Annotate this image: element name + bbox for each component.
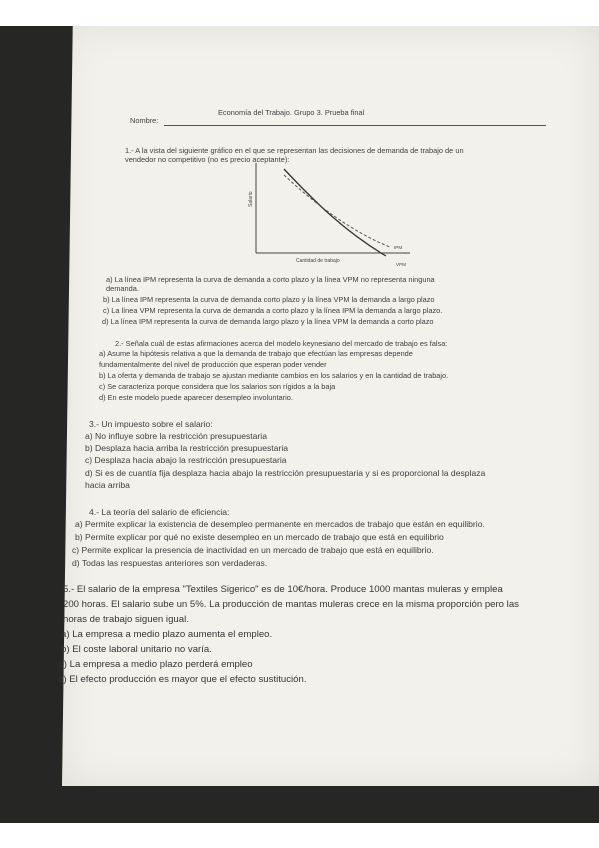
exam-sheet — [62, 26, 599, 786]
exam-title: Economía del Trabajo. Grupo 3. Prueba final — [218, 108, 365, 117]
q1-option-c: c) La línea VPM representa la curva de demanda a corto plazo y la línea IPM la demanda a largo plazo. — [103, 306, 443, 315]
q2-option-d: d) En este modelo puede aparecer desempleo involuntario. — [99, 393, 293, 402]
q3-option-c: c) Desplaza hacia abajo la restricción presupuestaria — [85, 455, 287, 465]
chart-xlabel: Cantidad de trabajo — [296, 258, 340, 264]
q4-option-b: b) Permite explicar por qué no existe desempleo en un mercado de trabajo que está en equilibrio — [75, 532, 444, 542]
q5-option-c: c) La empresa a medio plazo perderá empleo — [59, 659, 253, 670]
q1-stem-line-2: vendedor no competitivo (no es precio aceptante): — [125, 155, 290, 164]
q4-option-c: c) Permite explicar la presencia de inactividad en un mercado de trabajo que está en equilibrio. — [72, 545, 434, 555]
q1-option-d: d) La línea IPM representa la curva de demanda largo plazo y la línea VPM la demanda a corto plazo — [102, 317, 434, 326]
q3-stem: 3.- Un impuesto sobre el salario: — [89, 419, 213, 429]
q2-option-a: a) Asume la hipótesis relativa a que la demanda de trabajo que efectúan las empresas depende — [99, 349, 413, 358]
q5-stem-line-1: 5.- El salario de la empresa "Textiles Sigerico" es de 10€/hora. Produce 1000 mantas muleras y emplea — [63, 584, 503, 595]
chart-ylabel: Salario — [248, 191, 254, 207]
name-underline — [164, 125, 546, 126]
q2-option-b: b) La oferta y demanda de trabajo se ajustan mediante cambios en los salarios y en la cantidad de trabajo. — [99, 371, 449, 380]
q4-stem: 4.- La teoría del salario de eficiencia: — [89, 507, 230, 517]
q5-option-a: a) La empresa a medio plazo aumenta el empleo. — [61, 629, 273, 640]
q3-option-a: a) No influye sobre la restricción presupuestaria — [85, 431, 267, 441]
q1-stem-line-1: 1.- A la vista del siguiente gráfico en el que se representan las decisiones de demanda de trabajo de un — [125, 146, 464, 155]
q5-option-d: d) El efecto producción es mayor que el efecto sustitución. — [58, 674, 307, 685]
q4-option-d: d) Todas las respuestas anteriores son verdaderas. — [72, 558, 268, 568]
q5-option-b: b) El coste laboral unitario no varía. — [61, 644, 212, 655]
chart-vpm-curve — [284, 169, 386, 256]
q2-option-a-cont: fundamentalmente del nivel de producción que esperan poder vender — [99, 360, 327, 369]
q3-option-d-cont: hacia arriba — [85, 480, 130, 490]
q5-stem-line-3: horas de trabajo siguen igual. — [63, 614, 189, 625]
q3-option-b: b) Desplaza hacia arriba la restricción presupuestaria — [85, 443, 289, 453]
q2-stem: 2.- Señala cuál de estas afirmaciones acerca del modelo keynesiano del mercado de trabajo es falsa: — [115, 339, 448, 348]
chart-vpm-label: VPM — [396, 262, 406, 267]
q5-stem-line-2: 200 horas. El salario sube un 5%. La producción de mantas muleras crece en la misma proporción pero las — [63, 599, 519, 610]
q1-option-a-cont: demanda. — [106, 284, 139, 293]
name-label: Nombre: — [130, 116, 159, 125]
q1-option-b: b) La línea IPM representa la curva de demanda corto plazo y la línea VPM la demanda a largo plazo — [103, 295, 435, 304]
labor-demand-chart — [244, 161, 424, 273]
q3-option-d: d) Si es de cuantía fija desplaza hacia abajo la restricción presupuestaria y si es proporcional la desplaza — [85, 468, 486, 478]
chart-ipm-label: IPM — [394, 245, 403, 250]
q1-option-a: a) La línea IPM representa la curva de demanda a corto plazo y la línea VPM no representa ninguna — [106, 275, 435, 284]
q2-option-c: c) Se caracteriza porque considera que los salarios son rígidos a la baja — [99, 382, 336, 391]
q4-option-a: a) Permite explicar la existencia de desempleo permanente en mercados de trabajo que están en equilibrio. — [75, 519, 485, 529]
